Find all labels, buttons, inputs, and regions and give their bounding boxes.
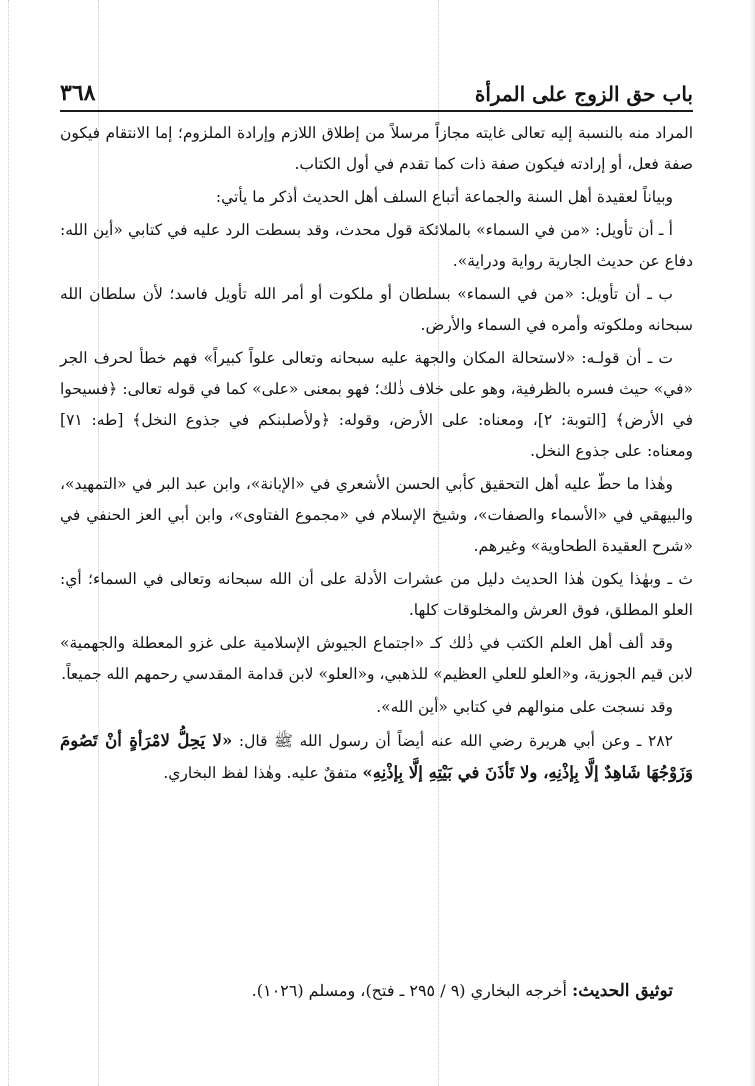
page-edge-shadow: [749, 0, 755, 1086]
hadith-documentation: [60, 976, 693, 1006]
running-header: [60, 72, 693, 112]
page-number: ٣٦٨: [60, 80, 96, 106]
paragraph: وقد نسجت على منوالهم في كتابي «أين الله».: [376, 698, 673, 716]
paragraph: وقد ألف أهل العلم الكتب في ذٰلك كـ «اجتماع الجيوش الإسلامية على غزو المعطلة والجهمية» لابن قيم الجوزية، و«العلو للعلي العظيم» للذهبي، و«العلو» لابن قدامة المقدسي رحمهم الله جميعاً.: [60, 634, 693, 683]
paragraph: المراد منه بالنسبة إليه تعالى غايته مجازاً مرسلاً من إطلاق اللازم وإرادة الملزوم؛ إما الانتقام فيكون صفة فعل، أو إرادته فيكون صفة ذات كما تقدم في أول الكتاب.: [60, 124, 693, 173]
documentation-label: توثيق الحديث:: [572, 981, 673, 1001]
hadith-outro: متفقٌ عليه. وهٰذا لفظ البخاري.: [163, 764, 363, 782]
documentation-text: أخرجه البخاري (٩ / ٢٩٥ ـ فتح)، ومسلم (١٠٢٦).: [251, 981, 573, 1000]
paragraph: أ ـ أن تأويل: «من في السماء» بالملائكة قول محدث، وقد بسطت الرد عليه في كتابي «أين الله: دفاع عن حديث الجارية رواية ودراية».: [60, 221, 693, 270]
scan-guide-line: [8, 0, 9, 1086]
hadith-intro: ٢٨٢ ـ وعن أبي هريرة رضي الله عنه أيضاً أن رسول الله ﷺ قال:: [232, 732, 673, 750]
paragraph: وبياناً لعقيدة أهل السنة والجماعة أتباع السلف أهل الحديث أذكر ما يأتي:: [215, 188, 673, 206]
hadith-paragraph: [60, 725, 693, 789]
hadith-text: «لا يَحِلُّ لامْرَأةٍ أنْ تَصُومَ وَزَوْجُهَا شَاهِدٌ إلَّا بِإذْنِهِ، ولا تَأذَنَ في بَيْتِهِ إلَّا بِإذْنِهِ»: [60, 731, 693, 782]
paragraph: ت ـ أن قولـه: «لاستحالة المكان والجهة عليه سبحانه وتعالى علواً كبيراً» فهم خطأ لحرف الجر «في» حيث فسره بالظرفية، وهو على خلاف ذٰلك؛ فهو بمعنى «على» كما في قوله تعالى: ﴿فسيحوا في الأرض﴾ [التوبة: ٢]، ومعناه: على الأرض، وقوله: ﴿ولأصلبنكم في جذوع النخل﴾ [طه: ٧١] ومعناه: على جذوع النخل.: [60, 349, 693, 460]
paragraph: وهٰذا ما حطّ عليه أهل التحقيق كأبي الحسن الأشعري في «الإبانة»، وابن عبد البر في «التمهيد»، والبيهقي في «الأسماء والصفات»، وشيخ الإسلام في «مجموع الفتاوى»، وابن أبي العز الحنفي في «شرح العقيدة الطحاوية» وغيرهم.: [60, 475, 693, 555]
paragraph: ب ـ أن تأويل: «من في السماء» بسلطان أو ملكوت أو أمر الله تأويل فاسد؛ لأن سلطان الله سبحانه وملكوته وأمره في السماء والأرض.: [60, 285, 693, 334]
page-body: [60, 118, 693, 791]
chapter-title: باب حق الزوج على المرأة: [474, 82, 693, 106]
paragraph: ث ـ وبهٰذا يكون هٰذا الحديث دليل من عشرات الأدلة على أن الله سبحانه وتعالى في السماء؛ أي: العلو المطلق، فوق العرش والمخلوقات كلها.: [60, 570, 693, 619]
